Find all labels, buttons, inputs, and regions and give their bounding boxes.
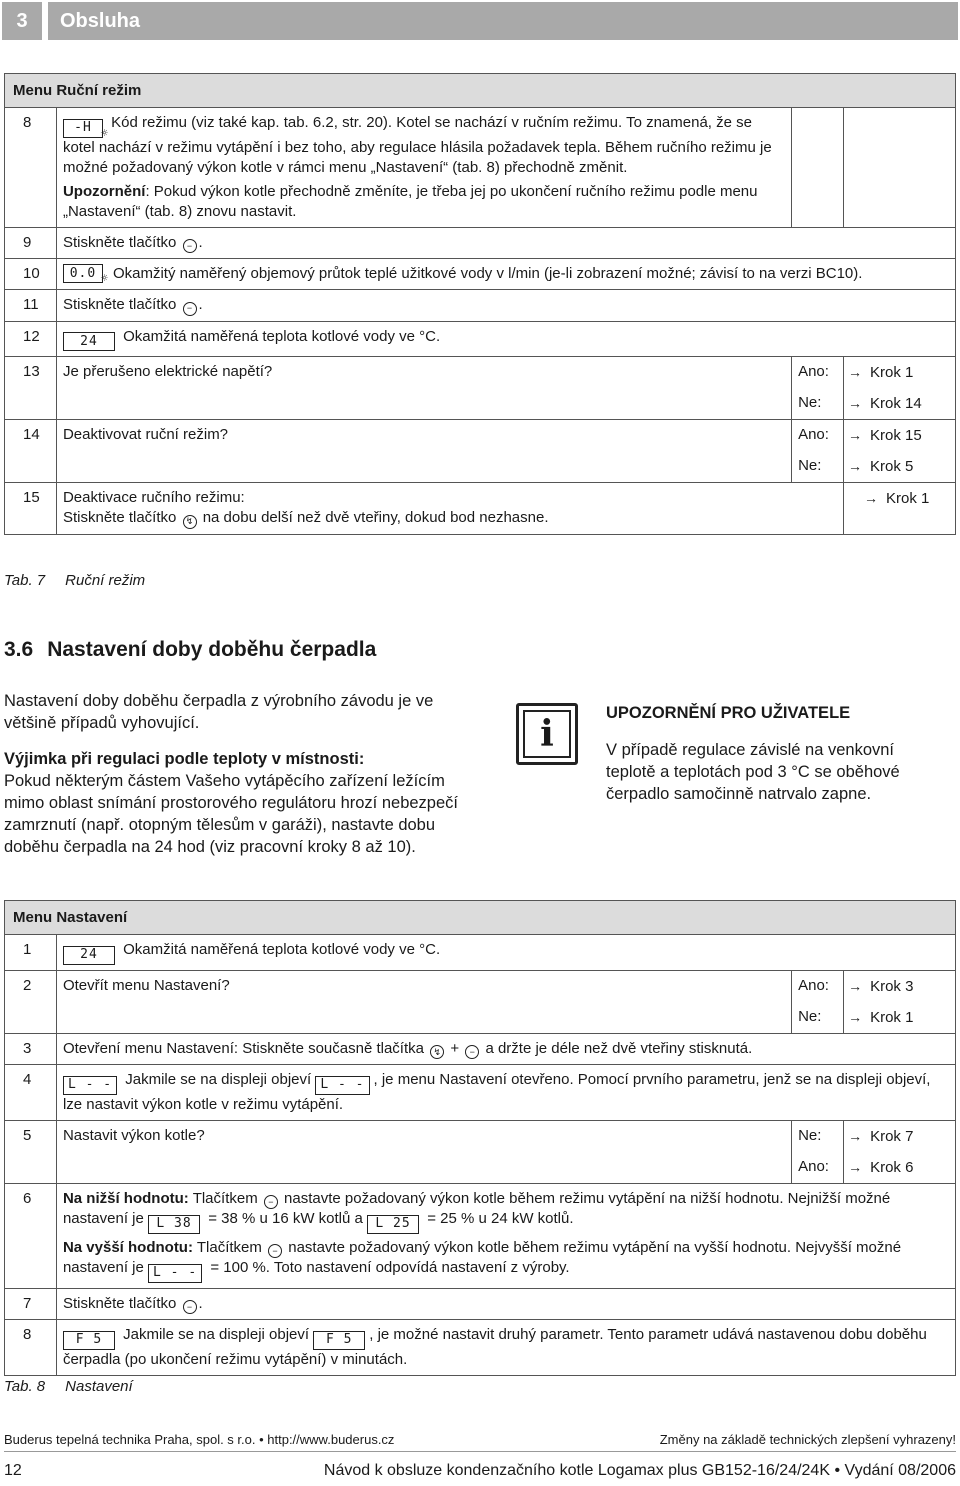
lcd-display: F 5	[63, 1331, 115, 1350]
table-row: 5 Nastavit výkon kotle? Ne: → Krok 7	[5, 1120, 956, 1152]
minus-button-icon: −	[268, 1244, 282, 1258]
chapter-header	[2, 2, 958, 40]
footer-company: Buderus tepelná technika Praha, spol. s r.o. • http://www.buderus.cz	[4, 1432, 395, 1447]
section-title: 3.6 Nastavení doby doběhu čerpadla	[4, 638, 377, 661]
lcd-display: L - -	[63, 1076, 117, 1095]
footer-top	[4, 1432, 956, 1452]
table-row: 8 F 5 Jakmile se na displeji objeví F 5 , je možné nastavit druhý parametr. Tento parametr udává nastavenou dobu doběhu čerpadla (po ukončení režimu vytápění) v minutách.	[5, 1320, 956, 1376]
arrow-icon: →	[848, 1127, 863, 1144]
arrow-icon: →	[848, 1158, 863, 1175]
section-body: Nastavení doby doběhu čerpadla z výrobního závodu je ve většině případů vyhovující. Výjimka při regulaci podle teploty v místnosti: Pokud některým částem Vašeho vytápěcího zařízení ležícím mimo oblast snímání prostorového regulátoru hrozí nebezpečí zamrznutí (např. otopným tělesům v garáži), nastavte dobu doběhu čerpadla na 24 hod (viz pracovní kroky 8 až 10).	[4, 692, 458, 856]
table-settings: Menu Nastavení 1 24 Okamžitá naměřená teplota kotlové vody ve °C. 2 Otevřít menu Nastavení? Ano: → Krok 3 Ne: → Krok 1 3 Otevření menu Nastavení: Stiskněte současně tlačítka ↯ + − a držte je déle než dvě vteřiny stisknutá. 4 L - - Jakmile se na displeji objeví L - - , je menu Nastavení otevřeno. Pomocí prvního parametru, jenž se na displeji objeví, lze nastavit výkon kotle v režimu vytápění. 5 Nastavit výkon kotle? Ne: → Krok 7 Ano: → Krok 6 6 Na nižší hodnotu: Tlačítkem − nastavte požadovaný výkon kotle během režimu vytápění na nižší hodnotu. Nejnižší možné nastavení je L 38 = 38 % u 16 kW kotlů a L 25 = 25 % u 24 kW kotlů. Na vyšší hodnotu: Tlačítkem − nastavte požadovaný výkon kotle během režimu vytápění na vyšší hodnotu. Nejvyšší možné nastavení je L - - = 100 %. Toto nastavení odpovídá nastavení z výroby. 7 Stiskněte tlačítko − . 8 F 5 Jakmile se na displeji objeví F 5 , je možné nastavit druhý parametr. Tento parametr udává nastavenou dobu doběhu čerpadla (po ukončení režimu vytápění) v minutách.	[4, 900, 956, 1376]
lcd-display: L 38	[148, 1215, 200, 1234]
lcd-display: 24	[63, 332, 115, 351]
chapter-title: Obsluha	[48, 2, 958, 40]
minus-button-icon: −	[465, 1045, 479, 1059]
minus-button-icon: −	[264, 1195, 278, 1209]
blink-star-icon: ☼	[100, 125, 109, 140]
arrow-icon: →	[848, 458, 863, 474]
arrow-icon: →	[864, 490, 879, 506]
arrow-icon: →	[848, 427, 863, 443]
lcd-display: F 5	[313, 1331, 365, 1350]
table-row: 7 Stiskněte tlačítko − .	[5, 1288, 956, 1320]
lcd-display: L - -	[148, 1264, 202, 1283]
lcd-display: 0.0 ☼	[63, 264, 103, 283]
table-head: Menu Ruční režim	[5, 74, 956, 108]
table-manual-mode: Menu Ruční režim 8 -H ☼ Kód režimu (viz také kap. tab. 6.2, str. 20). Kotel se nachází v ručním režimu. To znamená, že se kotel nachází v režimu vytápění i bez toho, aby regulace hlásila požadavek tepla. Během ručního režimu je možné požadovaný výkon kotle v rámci menu „Nastavení“ (tab. 8) přechodně změnit. Upozornění: Pokud výkon kotle přechodně změníte, je třeba jej po ukončení ručního režimu podle menu „Nastavení“ (tab. 8) znovu nastavit. 9 Stiskněte tlačítko − . 10 0.0 ☼ Okamžitý naměřený objemový průtok teplé užitkové vody v l/min (je-li zobrazení možné; závisí to na verzi BC10). 11 Stiskněte tlačítko − . 12 24 Okamžitá naměřená teplota kotlové vody ve °C. 13 Je přerušeno elektrické napětí? Ano: → Krok 1 Ne: → Krok 14 14 Deaktivovat ruční režim? Ano: → Krok 15 Ne: → Krok 5 15 Deaktivace ručního režimu: Stiskněte tlačítko ↯ na dobu delší než dvě vteřiny, dokud bod nezhasne. → Krok 1	[4, 73, 956, 535]
lcd-display: L 25	[367, 1215, 419, 1234]
table-row: 13 Je přerušeno elektrické napětí? Ano: → Krok 1	[5, 357, 956, 389]
minus-button-icon: −	[183, 302, 197, 316]
table-row: 3 Otevření menu Nastavení: Stiskněte současně tlačítka ↯ + − a držte je déle než dvě vteřiny stisknutá.	[5, 1033, 956, 1065]
table-row: 4 L - - Jakmile se na displeji objeví L - - , je menu Nastavení otevřeno. Pomocí prvního parametru, jenž se na displeji objeví, lze nastavit výkon kotle v režimu vytápění.	[5, 1065, 956, 1121]
document-title: Návod k obsluze kondenzačního kotle Logamax plus GB152-16/24/24K • Vydání 08/2006	[323, 1462, 956, 1479]
table-head: Menu Nastavení	[5, 901, 956, 935]
chapter-number: 3	[2, 2, 42, 40]
minus-button-icon: −	[183, 239, 197, 253]
lcd-display: 24	[63, 946, 115, 965]
table-caption: Tab. 7 Ruční režim	[4, 572, 146, 589]
blink-star-icon: ☼	[100, 271, 109, 285]
user-note: UPOZORNĚNÍ PRO UŽIVATELE V případě regulace závislé na venkovní teplotě a teplotách pod 3 °C se oběhové čerpadlo samočinně natrvalo zapne.	[606, 704, 900, 803]
footer-bottom	[4, 1462, 956, 1480]
page-number: 12	[4, 1462, 22, 1479]
table-row: 14 Deaktivovat ruční režim? Ano: → Krok 15	[5, 420, 956, 452]
footer-disclaimer: Změny na základě technických zlepšení vyhrazeny!	[659, 1432, 956, 1447]
minus-button-icon: −	[183, 1300, 197, 1314]
table-row: 10 0.0 ☼ Okamžitý naměřený objemový průtok teplé užitkové vody v l/min (je-li zobrazení možné; závisí to na verzi BC10).	[5, 259, 956, 290]
table-row: 6 Na nižší hodnotu: Tlačítkem − nastavte požadovaný výkon kotle během režimu vytápění na nižší hodnotu. Nejnižší možné nastavení je L 38 = 38 % u 16 kW kotlů a L 25 = 25 % u 24 kW kotlů. Na vyšší hodnotu: Tlačítkem − nastavte požadovaný výkon kotle během režimu vytápění na vyšší hodnotu. Nejvyšší možné nastavení je L - - = 100 %. Toto nastavení odpovídá nastavení z výroby.	[5, 1183, 956, 1288]
info-icon: i	[516, 703, 578, 765]
arrow-icon: →	[848, 364, 863, 380]
arrow-icon: →	[848, 977, 863, 994]
table-row: 12 24 Okamžitá naměřená teplota kotlové vody ve °C.	[5, 321, 956, 357]
table-row: 2 Otevřít menu Nastavení? Ano: → Krok 3	[5, 970, 956, 1002]
table-row: 1 24 Okamžitá naměřená teplota kotlové vody ve °C.	[5, 935, 956, 971]
arrow-icon: →	[848, 395, 863, 411]
lcd-display: -H ☼	[63, 119, 103, 138]
table-row: 9 Stiskněte tlačítko − .	[5, 227, 956, 259]
lcd-display: L - -	[315, 1076, 369, 1095]
arrow-icon: →	[848, 1008, 863, 1025]
table-caption: Tab. 8 Nastavení	[4, 1378, 133, 1395]
table-row: 15 Deaktivace ručního režimu: Stiskněte tlačítko ↯ na dobu delší než dvě vteřiny, dokud bod nezhasne. → Krok 1	[5, 483, 956, 535]
reset-button-icon: ↯	[183, 515, 197, 529]
reset-button-icon: ↯	[430, 1045, 444, 1059]
table-row: 11 Stiskněte tlačítko − .	[5, 290, 956, 322]
table-row: 8 -H ☼ Kód režimu (viz také kap. tab. 6.2, str. 20). Kotel se nachází v ručním režimu. To znamená, že se kotel nachází v režimu vytápění i bez toho, aby regulace hlásila požadavek tepla. Během ručního režimu je možné požadovaný výkon kotle v rámci menu „Nastavení“ (tab. 8) přechodně změnit. Upozornění: Pokud výkon kotle přechodně změníte, je třeba jej po ukončení ručního režimu podle menu „Nastavení“ (tab. 8) znovu nastavit.	[5, 108, 956, 228]
